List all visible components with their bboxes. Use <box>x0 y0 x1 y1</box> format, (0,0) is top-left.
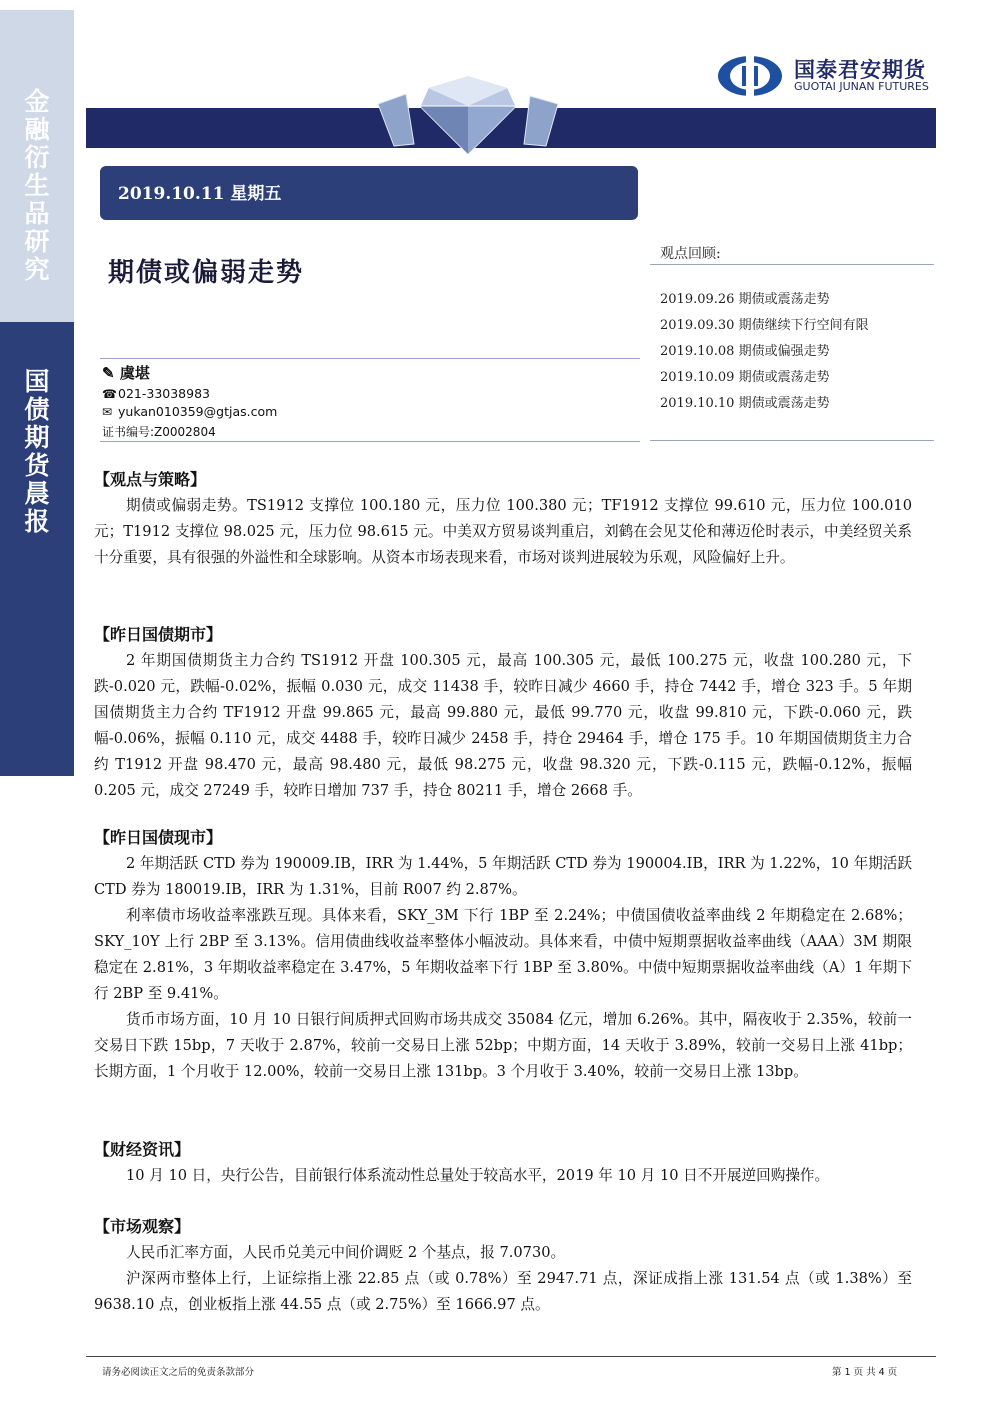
paragraph: 2 年期活跃 CTD 券为 190009.IB，IRR 为 1.44%，5 年期活跃 CTD 券为 190004.IB，IRR 为 1.22%，10 年期活跃 CTD 券为 180019.IB，IRR 为 1.31%，目前 R007 约 2.87%。 <box>94 855 912 898</box>
paragraph: 利率债市场收益率涨跌互现。具体来看，SKY_3M 下行 1BP 至 2.24%；中债国债收益率曲线 2 年期稳定在 2.68%；SKY_10Y 上行 2BP 至 3.13%。信用债曲线收益率整体小幅波动。具体来看，中债中短期票据收益率曲线（AAA）3M 期限稳定在 2.81%，3 年期收益率稳定在 3.47%，5 年期收益率下行 1BP 至 3.80%。中债中短期票据收益率曲线（A）1 年期下行 2BP 至 9.41%。 <box>94 907 912 1002</box>
paragraph: 货币市场方面，10 月 10 日银行间质押式回购市场共成交 35084 亿元，增加 6.26%。其中，隔夜收于 2.35%，较前一交易日下跌 15bp，7 天收于 2.87%，较前一交易日上涨 52bp；中期方面，14 天收于 3.89%，较前一交易日上涨 41bp；长期方面，1 个月收于 12.00%，较前一交易日上涨 131bp。3 个月收于 3.40%，较前一交易日上涨 13bp。 <box>94 1011 912 1080</box>
section-futures-market <box>94 622 912 804</box>
company-name-en: GUOTAI JUNAN FUTURES <box>794 80 929 93</box>
paragraph: 期债或偏弱走势。TS1912 支撑位 100.180 元，压力位 100.380 元；TF1912 支撑位 99.610 元，压力位 100.010 元；T1912 支撑位 98.025 元，压力位 98.615 元。中美双方贸易谈判重启，刘鹤在会见艾伦和薄迈伦时表示，中美经贸关系十分重要，具有很强的外溢性和全球影响。从资本市场表现来看，市场对谈判进展较为乐观，风险偏好上升。 <box>94 497 912 566</box>
review-divider-top <box>650 264 934 265</box>
cert-label: 证书编号: <box>102 425 155 439</box>
section-news <box>94 1137 912 1189</box>
cert-number: Z0002804 <box>154 425 216 439</box>
page-title: 期债或偏弱走势 <box>108 258 305 288</box>
footer-disclaimer: 请务必阅读正文之后的免责条款部分 <box>102 1367 255 1378</box>
section-market-watch <box>94 1214 912 1318</box>
review-list <box>660 290 930 420</box>
mail-icon: ✉ <box>102 405 113 419</box>
review-item: 2019.10.08 期债或偏强走势 <box>660 344 830 359</box>
review-heading: 观点回顾: <box>660 246 721 262</box>
company-logo <box>716 52 936 102</box>
report-date: 2019.10.11 星期五 <box>118 184 282 204</box>
section-strategy <box>94 467 912 571</box>
paragraph: 人民币汇率方面，人民币兑美元中间价调贬 2 个基点，报 7.0730。 <box>126 1244 566 1261</box>
section-title: 【昨日国债现市】 <box>94 828 223 847</box>
footer-divider <box>86 1356 936 1357</box>
author-cert <box>102 423 216 440</box>
sidebar-report-band <box>0 322 74 776</box>
author-email: ✉ yukan010359@gtjas.com <box>102 404 278 419</box>
section-title: 【观点与策略】 <box>94 470 207 489</box>
phone-icon: ☎ <box>102 387 117 401</box>
review-divider-bottom <box>650 440 934 441</box>
section-title: 【昨日国债期市】 <box>94 625 223 644</box>
date-banner <box>100 166 638 220</box>
author-phone: ☎021-33038983 <box>102 386 210 401</box>
sidebar-report-label: 国 债 期 货 晨 报 <box>24 367 50 536</box>
logo-mark-icon <box>716 54 784 98</box>
author-divider-bottom <box>100 441 640 442</box>
section-title: 【市场观察】 <box>94 1217 191 1236</box>
author-block <box>102 362 150 383</box>
paragraph: 沪深两市整体上行，上证综指上涨 22.85 点（或 0.78%）至 2947.71 点，深证成指上涨 131.54 点（或 1.38%）至 9638.10 点，创业板指上涨 44.55 点（或 2.75%）至 1666.97 点。 <box>94 1270 912 1313</box>
review-item: 2019.10.09 期债或震荡走势 <box>660 370 830 385</box>
company-name-cn: 国泰君安期货 <box>794 58 926 82</box>
pen-icon: ✎ <box>102 364 115 382</box>
paragraph: 10 月 10 日，央行公告，目前银行体系流动性总量处于较高水平，2019 年 10 月 10 日不开展逆回购操作。 <box>126 1167 830 1184</box>
review-item: 2019.09.26 期债或震荡走势 <box>660 292 830 307</box>
author-name: 虞堪 <box>119 364 150 382</box>
sidebar-category-label: 金 融 衍 生 品 研 究 <box>24 87 50 284</box>
sidebar-research-band <box>0 10 74 322</box>
page-number: 第 1 页 共 4 页 <box>832 1367 898 1378</box>
section-spot-market <box>94 825 912 1085</box>
paragraph: 2 年期国债期货主力合约 TS1912 开盘 100.305 元，最高 100.305 元，最低 100.275 元，收盘 100.280 元，下跌-0.020 元，跌幅-0.02%，振幅 0.030 元，成交 11438 手，较昨日减少 4660 手，持仓 7442 手，增仓 323 手。5 年期国债期货主力合约 TF1912 开盘 99.865 元，最高 99.880 元，最低 99.770 元，收盘 99.810 元，下跌-0.060 元，跌幅-0.06%，振幅 0.110 元，成交 4488 手，较昨日减少 2458 手，持仓 29464 手，增仓 175 手。10 年期国债期货主力合约 T1912 开盘 98.470 元，最高 98.480 元，最低 98.275 元，收盘 98.320 元，下跌-0.115 元，跌幅-0.12%，振幅 0.205 元，成交 27249 手，较昨日增加 737 手，持仓 80211 手，增仓 2668 手。 <box>94 652 912 799</box>
author-divider <box>100 358 640 359</box>
section-title: 【财经资讯】 <box>94 1140 191 1159</box>
diamond-decoration-icon <box>368 66 568 158</box>
review-item: 2019.10.10 期债或震荡走势 <box>660 396 830 411</box>
review-item: 2019.09.30 期债继续下行空间有限 <box>660 318 869 333</box>
